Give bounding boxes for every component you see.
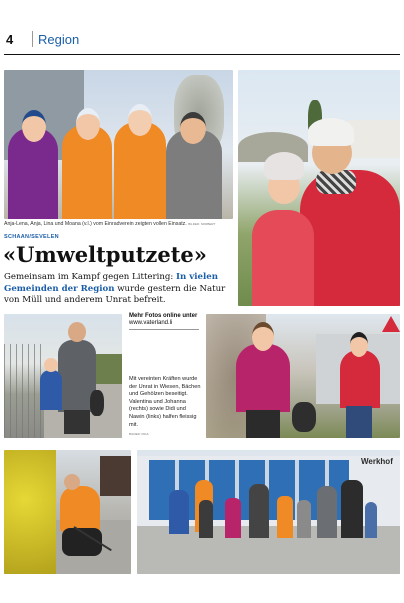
girl-figure — [236, 344, 290, 412]
group-figure — [199, 500, 213, 538]
top-photo-caption — [4, 221, 233, 228]
girl-head — [252, 322, 274, 351]
photo-man-children — [4, 314, 122, 438]
lead-prefix: Gemeinsam im Kampf gegen Littering: — [4, 272, 177, 282]
lead-highlight: In vielen Gemeinden der Region — [4, 272, 218, 294]
man-head — [64, 474, 80, 490]
child-head — [44, 358, 58, 372]
kid-figure — [114, 122, 166, 219]
girl-figure — [340, 350, 380, 408]
photo-girls-pickers — [206, 314, 400, 438]
kid-head — [22, 110, 46, 142]
group-figure — [277, 496, 293, 538]
hedge-shape — [4, 450, 56, 574]
girl-legs — [346, 406, 372, 438]
kid-head — [180, 112, 206, 144]
group-figure — [249, 484, 269, 538]
photo-woman-girl — [238, 70, 400, 306]
section-title: Region — [38, 32, 80, 47]
woman-scarf — [316, 170, 356, 194]
photo-credit: BILDER: NORBERT — [188, 222, 216, 226]
photo-werkhof-group — [137, 450, 400, 574]
sidebar-divider — [129, 329, 199, 330]
group-figure — [365, 502, 377, 538]
more-photos-link[interactable]: www.vaterland.li — [129, 320, 173, 326]
warning-sign — [382, 316, 400, 332]
group-figure — [225, 498, 241, 538]
sidebar-column — [129, 313, 203, 330]
page-number: 4 — [6, 32, 14, 47]
man-head — [68, 322, 86, 342]
group-figure — [297, 500, 311, 538]
more-photos-label: Mehr Fotos online unter — [129, 313, 198, 319]
werkhof-sign: Werkhof — [361, 457, 393, 466]
girl-figure — [252, 210, 314, 306]
article-headline: «Umweltputzete» — [3, 242, 207, 267]
girl-head — [350, 332, 368, 357]
girl-hat — [264, 152, 304, 180]
man-legs — [64, 410, 90, 434]
woman-hat — [308, 118, 354, 146]
lead-suffix: wurde gestern die Natur von Müll und anderem Unrat befreit. — [4, 283, 226, 305]
page-header — [0, 0, 404, 60]
shed-shape — [100, 456, 131, 496]
header-divider — [32, 31, 33, 47]
photo-hedge-picker — [4, 450, 131, 574]
group-figure — [169, 490, 189, 534]
trash-bag — [292, 402, 316, 432]
girl-legs — [246, 410, 280, 438]
fence-shape — [4, 344, 44, 438]
group-figure — [341, 480, 363, 538]
sidebar-body: Mit vereinten Kräften wurde der Unrat in Wiesen, Bächen und Gehölzen beseitigt. Valentina und Johanna (rechts) sowie Didi und Nawin (links) halfen fleissig mit. — [129, 376, 201, 428]
child-figure — [40, 370, 62, 410]
group-figure — [317, 486, 337, 538]
man-figure — [60, 486, 100, 532]
kid-head — [76, 108, 100, 140]
header-rule — [4, 54, 400, 55]
photo-kids-group — [4, 70, 233, 219]
caption-text: Anja-Lena, Anja, Lina und Moana (v.l.) vom Einradverein zeigten vollen Einsatz. — [4, 221, 187, 227]
kid-head — [128, 104, 152, 136]
middle-photo-credit: BILDER: PAUL — [129, 432, 150, 436]
trash-bag — [90, 390, 104, 416]
article-lead — [4, 272, 234, 307]
article-kicker: SCHAAN/SEVELEN — [4, 234, 59, 240]
house-shape — [348, 120, 400, 158]
